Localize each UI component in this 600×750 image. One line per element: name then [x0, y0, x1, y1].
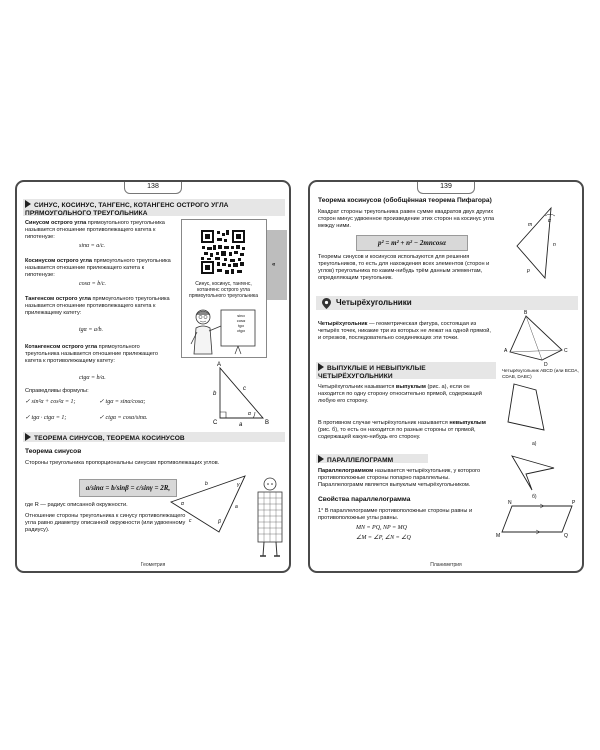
triangle-bullet-icon	[25, 200, 31, 208]
angle-gamma-label: γ	[237, 482, 240, 488]
page-number: 139	[417, 181, 475, 194]
right-page	[308, 180, 584, 573]
vertex-b-label: B	[524, 310, 528, 316]
cosine-triangle-figure	[515, 204, 581, 282]
para-equation-sides: MN = PQ, NP = MQ	[356, 525, 407, 531]
student-illustration	[253, 476, 287, 558]
chevron-left-icon: «	[272, 262, 276, 268]
quadrilateral-abcd-figure	[504, 308, 576, 368]
vertex-p-label: P	[572, 500, 576, 506]
side-n-label: n	[553, 242, 556, 248]
sines-triangle-figure	[167, 472, 251, 536]
page-footer: Геометрия	[140, 562, 166, 568]
quad-title: Четырёхугольники	[336, 298, 412, 307]
angle-alpha-label: α	[248, 411, 251, 417]
cosine-formula: cosα = b/c.	[79, 281, 107, 287]
vertex-a-label: A	[217, 362, 222, 368]
formula-cotangent: ✓ ctgα = cosα/sinα.	[99, 415, 148, 421]
page-footer: Планиметрия	[430, 562, 462, 568]
sines-formula: a/sinα = b/sinβ = c/sinγ = 2R,	[79, 479, 177, 497]
tangent-definition: Тангенсом острого угла прямоугольного треугольника называется отношение противолежащего катета к прилежащему катету:	[25, 296, 170, 316]
side-a-label: a	[239, 422, 243, 428]
vertex-n-label: N	[508, 500, 512, 506]
vertex-c-label: C	[213, 420, 218, 426]
sines-text: Стороны треугольника пропорциональны синусам противолежащих углов.	[25, 460, 220, 466]
angle-alpha-label: α	[548, 218, 551, 224]
radius-note: где R — радиус описанной окружности.	[25, 502, 128, 508]
convex-quadrilateral-figure	[504, 382, 554, 438]
side-c-label: c	[243, 386, 246, 392]
side-c-label: c	[189, 518, 192, 524]
section-title-2: ТЕОРЕМА СИНУСОВ, ТЕОРЕМА КОСИНУСОВ	[25, 433, 185, 443]
quad-figure-caption: Четырёхугольник ABCD (или BCDA, CDAB, DABC)	[502, 368, 579, 379]
vertex-m-label: M	[496, 533, 501, 538]
para-definition: Параллелограммом называется четырёхугольник, у которого противоположные стороны попарно параллельны. Параллелограмм является выпуклым четырёхугольником.	[318, 468, 481, 488]
side-p-label: p	[527, 268, 530, 274]
right-triangle-figure	[203, 360, 279, 430]
qr-caption: Синус, косинус, тангенс, котангенс острого угла прямоугольного треугольника	[189, 281, 258, 299]
formula-identity: ✓ sin²α + cos²α = 1;	[25, 399, 76, 405]
side-a-label: a	[235, 504, 238, 510]
vertex-c-label: C	[564, 348, 568, 354]
cos-theorem-formula: p² = m² + n² − 2mncosα	[356, 235, 468, 251]
vertex-d-label: D	[544, 362, 548, 368]
para-property-1: 1° В параллелограмме противоположные стороны равны и противоположные углы равны.	[318, 508, 473, 521]
sine-definition: Синусом острого угла прямоугольного треугольника называется отношение противолежащего катета к гипотенузе:	[25, 220, 165, 240]
cotangent-formula: ctgα = b/a.	[79, 375, 106, 381]
para-equation-angles: ∠M = ∠P, ∠N = ∠Q	[356, 535, 411, 541]
location-pin-icon	[322, 298, 331, 309]
section-title: СИНУС, КОСИНУС, ТАНГЕНС, КОТАНГЕНС ОСТРОГО УГЛА ПРЯМОУГОЛЬНОГО ТРЕУГОЛЬНИКА	[25, 202, 229, 217]
vertex-q-label: Q	[564, 533, 568, 538]
triangle-bullet-icon	[25, 433, 31, 441]
side-b-label: b	[205, 481, 208, 487]
cos-theorem-text: Квадрат стороны треугольника равен сумме квадратов двух других сторон минус удвоенное произведение этих сторон на косинус угла между ними.	[318, 209, 495, 229]
tangent-formula: tgα = a/b.	[79, 327, 104, 333]
sine-formula: sinα = a/c.	[79, 243, 106, 249]
cotangent-definition: Котангенсом острого угла прямоугольного треугольника называется отношение прилежащего катета к противолежащему катету:	[25, 344, 158, 364]
board-text: sinα cosα tgα ctgα	[236, 313, 246, 333]
para-props-title: Свойства параллелограмма	[318, 496, 411, 503]
convex-title: ВЫПУКЛЫЕ И НЕВЫПУКЛЫЕ ЧЕТЫРЁХУГОЛЬНИКИ	[318, 365, 426, 380]
formula-product: ✓ tgα · ctgα = 1;	[25, 415, 67, 421]
page-number: 138	[124, 181, 182, 194]
convex-definition: Четырёхугольник называется выпуклым (рис. а), если он находится по одну сторону относительно прямой, содержащей любую его сторону.	[318, 384, 482, 404]
angle-alpha-label: α	[181, 501, 184, 507]
left-page	[15, 180, 291, 573]
formula-tangent: ✓ tgα = sinα/cosα;	[99, 399, 146, 405]
nonconvex-definition: В противном случае четырёхугольник называется невыпуклым (рис. б), то есть он находится по разные стороны от прямой, содержащей какую-нибудь его сторону.	[318, 420, 486, 440]
ratio-text: Отношение стороны треугольника к синусу противолежащего угла равно диаметру описанной окружности (или удвоенному радиусу).	[25, 513, 186, 533]
side-b-label: b	[213, 391, 217, 397]
angle-beta-label: β	[218, 519, 221, 525]
nonconvex-quadrilateral-figure	[504, 448, 560, 494]
sines-heading: Теорема синусов	[25, 448, 82, 455]
qr-code-icon[interactable]	[200, 229, 246, 275]
parallelogram-mnpq-figure	[496, 498, 580, 538]
quad-definition: Четырёхугольник — геометрическая фигура, состоящая из четырёх точек, никакие три из которых не лежат на одной прямой, и отрезков, последовательно соединяющих эти точки.	[318, 321, 491, 341]
side-tab	[267, 230, 287, 300]
triangle-bullet-icon	[318, 455, 324, 463]
usage-text: Теоремы синусов и косинусов используются для решения треугольников, то есть для нахождения всех элементов (сторон и углов) треугольника по каким-нибудь трём данным элементам, определяющим треугольник.	[318, 254, 490, 281]
formulas-intro: Справедливы формулы:	[25, 388, 89, 394]
cosine-definition: Косинусом острого угла прямоугольного треугольника называется отношение прилежащего катета к гипотенузе:	[25, 258, 171, 278]
cos-theorem-title: Теорема косинусов (обобщённая теорема Пифагора)	[318, 197, 492, 204]
figure-b-label: б)	[532, 494, 537, 500]
vertex-b-label: B	[265, 420, 270, 426]
side-m-label: m	[528, 222, 533, 228]
para-title: ПАРАЛЛЕЛОГРАММ	[318, 455, 393, 465]
figure-a-label: а)	[532, 441, 537, 447]
vertex-a-label: A	[504, 348, 508, 354]
triangle-bullet-icon	[318, 363, 324, 371]
